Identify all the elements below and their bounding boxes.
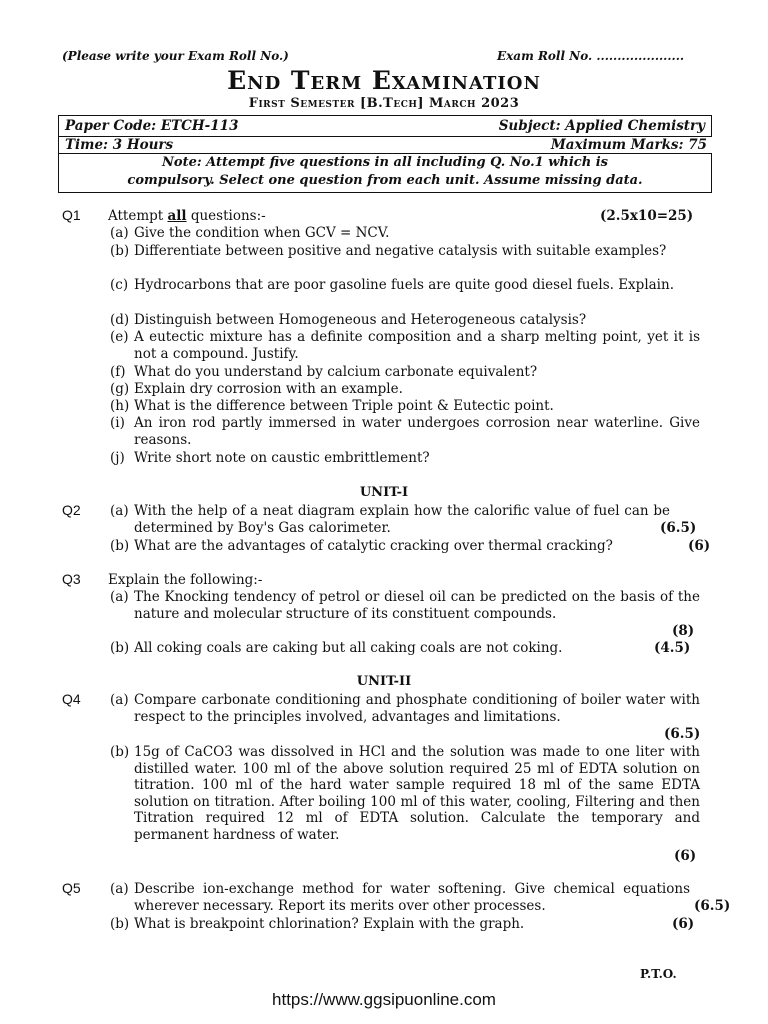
- q3-a-marks: (8): [672, 623, 695, 639]
- q1-number: Q1: [62, 207, 81, 223]
- q1-item-b: (b) Differentiate between positive and negative catalysis with suitable examples?: [110, 243, 667, 259]
- q4-number: Q4: [62, 691, 81, 707]
- subject: Subject: Applied Chemistry: [498, 118, 705, 134]
- time-allowed: Time: 3 Hours: [65, 137, 174, 153]
- q1-item-i: (i) An iron rod partly immersed in water undergoes corrosion near waterline. Give reasons.: [110, 415, 700, 448]
- q1-item-d: (d) Distinguish between Homogeneous and Heterogeneous catalysis?: [110, 312, 587, 328]
- q1-item-h: (h) What is the difference between Triple point & Eutectic point.: [110, 398, 554, 414]
- q1-item-c: (c) Hydrocarbons that are poor gasoline fuels are quite good diesel fuels. Explain.: [110, 277, 674, 293]
- exam-subtitle: First Semester [B.Tech] March 2023: [248, 96, 520, 111]
- q2-number: Q2: [62, 502, 81, 518]
- q4-part-a: (a) Compare carbonate conditioning and phosphate conditioning of boiler water with respect to the principles involved, advantages and limitations.: [110, 692, 700, 725]
- q3-b-marks: (4.5): [654, 640, 691, 656]
- q5-b-marks: (6): [672, 916, 695, 932]
- q1-item-j: (j) Write short note on caustic embrittlement?: [110, 450, 430, 466]
- roll-note: (Please write your Exam Roll No.): [62, 49, 289, 63]
- q1-item-f: (f) What do you understand by calcium carbonate equivalent?: [110, 364, 538, 380]
- q3-intro: Explain the following:-: [108, 572, 263, 588]
- paper-code: Paper Code: ETCH-113: [65, 118, 239, 134]
- instructions-line-2: compulsory. Select one question from each unit. Assume missing data.: [127, 173, 643, 188]
- q1-item-g: (g) Explain dry corrosion with an example.: [110, 381, 403, 397]
- q2-b-marks: (6): [688, 538, 711, 554]
- q2-part-a: (a) With the help of a neat diagram explain how the calorific value of fuel can be determined by Boy's Gas calorimeter.: [110, 503, 670, 536]
- instructions-box: [58, 153, 712, 193]
- exam-title: End Term Examination: [227, 66, 541, 95]
- q4-part-b: (b) 15g of CaCO3 was dissolved in HCl and the solution was made to one liter with distilled water. 100 ml of the above solution required 25 ml of EDTA solution on titration. 100 ml of the hard water sample required 18 ml of the same EDTA solution on titration. After boiling 100 ml of this water, cooling, Filtering and then Titration required 12 ml of EDTA solution. Calculate the temporary and permanent hardness of water.: [110, 744, 700, 843]
- q2-part-b: (b) What are the advantages of catalytic cracking over thermal cracking?: [110, 538, 613, 554]
- exam-roll-label: Exam Roll No. .....................: [497, 49, 685, 63]
- maximum-marks: Maximum Marks: 75: [550, 137, 707, 153]
- q1-intro: Attempt all questions:-: [108, 208, 266, 224]
- paper-info-row-2: [58, 136, 713, 154]
- q3-part-a: (a) The Knocking tendency of petrol or diesel oil can be predicted on the basis of the nature and molecular structure of its constituent compounds.: [110, 589, 700, 622]
- pto-label: P.T.O.: [640, 967, 677, 981]
- q3-part-b: (b) All coking coals are caking but all caking coals are not coking.: [110, 640, 563, 656]
- instructions-line-1: Note: Attempt five questions in all including Q. No.1 which is: [162, 155, 608, 170]
- q5-part-b: (b) What is breakpoint chlorination? Explain with the graph.: [110, 916, 525, 932]
- footer-url[interactable]: https://www.ggsipuonline.com: [272, 990, 496, 1009]
- q5-a-marks: (6.5): [694, 898, 731, 914]
- q5-number: Q5: [62, 880, 81, 896]
- q4-a-marks: (6.5): [664, 726, 701, 742]
- q3-number: Q3: [62, 571, 81, 587]
- q1-item-a: (a) Give the condition when GCV = NCV.: [110, 225, 390, 241]
- unit-1-heading: UNIT-I: [359, 485, 409, 500]
- unit-2-heading: UNIT-II: [356, 674, 412, 689]
- q1-item-e: (e) A eutectic mixture has a definite composition and a sharp melting point, yet it is not a compound. Justify.: [110, 329, 700, 362]
- paper-info-row-1: [58, 115, 712, 137]
- q2-a-marks: (6.5): [660, 520, 697, 536]
- q5-part-a: (a) Describe ion-exchange method for water softening. Give chemical equations wherever necessary. Report its merits over other processes.: [110, 881, 690, 914]
- q1-marks: (2.5x10=25): [600, 208, 694, 224]
- q4-b-marks: (6): [674, 848, 697, 864]
